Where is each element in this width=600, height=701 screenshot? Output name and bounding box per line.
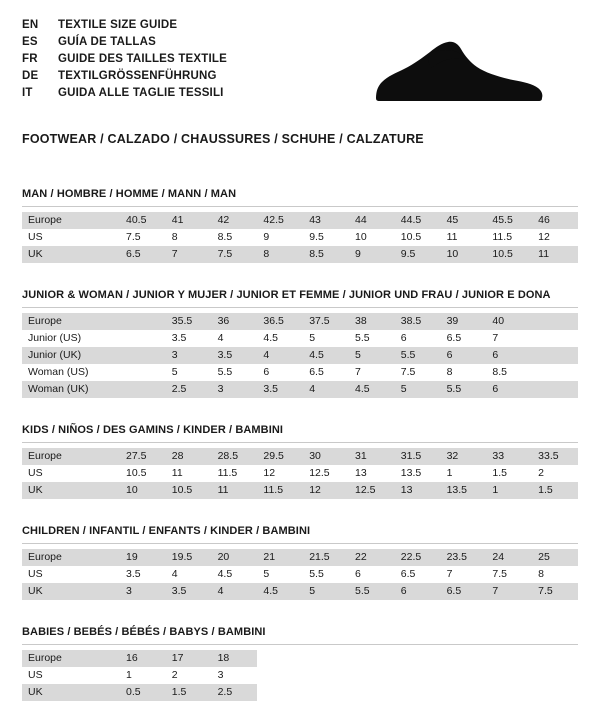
language-list-body	[22, 18, 227, 103]
language-row	[22, 52, 227, 69]
size-cell-empty	[257, 650, 303, 667]
table-row	[22, 482, 578, 499]
size-cell-empty	[532, 347, 578, 364]
size-cell: 4.5	[217, 568, 233, 580]
size-cell: 0.5	[120, 684, 166, 701]
size-cell: 33	[486, 448, 532, 465]
size-cell: 6	[395, 583, 441, 600]
size-cell: 10.5	[126, 467, 147, 479]
row-label: Europe	[22, 313, 120, 330]
size-cell: 13	[354, 467, 367, 479]
size-cell: 38.5	[395, 313, 441, 330]
size-cell: 6	[486, 381, 532, 398]
size-cell: 7	[354, 366, 361, 378]
table-row	[22, 583, 578, 600]
size-cell: 1	[486, 482, 532, 499]
size-cell: 5	[395, 381, 441, 398]
size-cell: 36	[212, 313, 258, 330]
size-cell: 10.5	[400, 231, 422, 243]
size-cell: 11.5	[217, 467, 238, 479]
size-cell: 9	[263, 231, 270, 243]
size-cell: 9	[349, 246, 395, 263]
table-row	[22, 212, 578, 229]
size-cell: 12	[538, 231, 550, 243]
size-cell: 18	[212, 650, 258, 667]
table-row	[22, 448, 578, 465]
size-cell: 5.5	[309, 568, 324, 580]
divider	[22, 307, 578, 308]
size-cell: 45	[441, 212, 487, 229]
language-text: GUIDA ALLE TAGLIE TESSILI	[58, 87, 224, 99]
size-cell: 12	[303, 482, 349, 499]
row-label: Europe	[22, 212, 120, 229]
row-label: US	[28, 568, 43, 580]
size-cell-empty	[303, 684, 349, 701]
size-cell: 7.5	[532, 583, 578, 600]
size-cell: 7.5	[126, 231, 141, 243]
row-label: Woman (UK)	[22, 381, 120, 398]
size-cell: 6.5	[441, 583, 487, 600]
size-cell: 13.5	[441, 482, 487, 499]
size-cell: 11.5	[257, 482, 303, 499]
table-row	[22, 229, 578, 246]
size-cell: 10	[354, 231, 367, 243]
size-cell: 6.5	[309, 366, 324, 378]
size-cell: 44	[349, 212, 395, 229]
language-row	[22, 35, 227, 52]
size-cell: 5	[309, 332, 316, 344]
size-cell	[120, 381, 166, 398]
size-cell: 19	[120, 549, 166, 566]
size-cell: 6	[486, 347, 532, 364]
size-cell-empty	[441, 684, 487, 701]
size-cell-empty	[532, 313, 578, 330]
size-cell: 1.5	[166, 684, 212, 701]
size-cell: 4	[303, 381, 349, 398]
size-cell: 42	[212, 212, 258, 229]
table-row	[22, 566, 578, 583]
size-cell: 5.5	[354, 332, 370, 344]
size-cell: 5	[263, 568, 270, 580]
size-cell: 5.5	[395, 347, 441, 364]
size-cell: 10	[120, 482, 166, 499]
size-cell: 4.5	[263, 332, 278, 344]
language-code: IT	[22, 87, 33, 99]
language-row	[22, 69, 227, 86]
size-cell: 11.5	[492, 231, 513, 243]
size-cell: 7.5	[212, 246, 258, 263]
size-cell: 7	[492, 332, 499, 344]
size-cell: 4	[257, 347, 303, 364]
size-cell: 16	[120, 650, 166, 667]
size-table	[22, 313, 578, 398]
group-title: KIDS / NIÑOS / DES GAMINS / KINDER / BAMBINI	[22, 424, 284, 436]
size-cell: 40	[486, 313, 532, 330]
size-cell-empty	[441, 667, 487, 684]
size-cell: 3.5	[126, 568, 141, 580]
size-cell-empty	[303, 650, 349, 667]
size-cell: 13.5	[400, 467, 422, 479]
size-cell: 38	[349, 313, 395, 330]
row-label: Europe	[22, 549, 120, 566]
size-cell: 7	[486, 583, 532, 600]
size-cell: 20	[212, 549, 258, 566]
size-cell: 40.5	[120, 212, 166, 229]
size-cell	[120, 347, 166, 364]
size-cell-empty	[349, 650, 395, 667]
language-code: FR	[22, 53, 38, 65]
size-cell: 6.5	[120, 246, 166, 263]
size-table	[22, 549, 578, 600]
size-cell: 4.5	[349, 381, 395, 398]
row-label: Junior (US)	[28, 332, 82, 344]
size-cell: 4	[212, 583, 258, 600]
size-cell: 2	[538, 467, 545, 479]
size-cell: 39	[441, 313, 487, 330]
size-cell: 3	[166, 347, 212, 364]
table-row	[22, 667, 578, 684]
size-cell: 4.5	[257, 583, 303, 600]
size-cell: 10.5	[166, 482, 212, 499]
size-cell: 22	[349, 549, 395, 566]
language-text: GUÍA DE TALLAS	[58, 36, 156, 48]
size-cell: 6	[263, 366, 270, 378]
row-label: UK	[22, 482, 120, 499]
size-cell: 44.5	[395, 212, 441, 229]
size-group-children	[22, 525, 578, 600]
size-cell: 4	[171, 568, 178, 580]
size-cell: 3	[217, 669, 224, 681]
size-cell: 17	[166, 650, 212, 667]
table-row	[22, 347, 578, 364]
language-text: TEXTILGRÖSSENFÜHRUNG	[58, 70, 217, 82]
size-cell: 19.5	[166, 549, 212, 566]
table-row	[22, 650, 578, 667]
size-cell-empty	[395, 650, 441, 667]
size-cell: 12	[263, 467, 276, 479]
language-code: EN	[22, 19, 39, 31]
row-label: US	[28, 231, 43, 243]
size-cell: 11	[212, 482, 258, 499]
size-cell: 6	[354, 568, 361, 580]
size-cell: 33.5	[532, 448, 578, 465]
group-title: JUNIOR & WOMAN / JUNIOR Y MUJER / JUNIOR ET FEMME / JUNIOR UND FRAU / JUNIOR E DONA	[22, 289, 551, 301]
size-cell: 7	[166, 246, 212, 263]
table-row	[22, 549, 578, 566]
size-cell-empty	[349, 684, 395, 701]
size-cell: 6.5	[446, 332, 462, 344]
size-cell: 7	[446, 568, 453, 580]
size-cell: 8	[538, 568, 545, 580]
size-cell: 28.5	[212, 448, 258, 465]
table-row	[22, 465, 578, 482]
size-cell-empty	[532, 330, 578, 347]
size-cell: 2.5	[212, 684, 258, 701]
size-cell: 8.5	[492, 366, 507, 378]
size-cell: 10.5	[486, 246, 532, 263]
size-cell: 8	[171, 231, 178, 243]
size-cell: 3.5	[166, 583, 212, 600]
size-cell: 11	[532, 246, 578, 263]
size-group-man	[22, 188, 578, 263]
size-cell: 42.5	[257, 212, 303, 229]
row-label: US	[28, 467, 43, 479]
size-cell: 4.5	[303, 347, 349, 364]
size-cell: 10	[441, 246, 487, 263]
table-row	[22, 364, 578, 381]
size-cell: 31	[349, 448, 395, 465]
size-cell: 6	[441, 347, 487, 364]
size-cell-empty	[441, 650, 487, 667]
size-cell	[120, 364, 166, 381]
size-cell: 3.5	[212, 347, 258, 364]
size-cell: 1	[126, 669, 132, 681]
row-label: Europe	[22, 448, 120, 465]
size-cell: 1.5	[532, 482, 578, 499]
table-row	[22, 313, 578, 330]
size-cell: 43	[303, 212, 349, 229]
table-row	[22, 330, 578, 347]
size-cell	[120, 313, 166, 330]
size-cell: 7.5	[400, 366, 416, 378]
table-row	[22, 381, 578, 398]
divider	[22, 442, 578, 443]
size-cell: 4	[217, 332, 224, 344]
language-text: TEXTILE SIZE GUIDE	[58, 19, 178, 31]
size-cell: 12.5	[309, 467, 330, 479]
language-list	[22, 18, 227, 103]
size-cell: 3	[212, 381, 258, 398]
table-row	[22, 246, 578, 263]
row-label: Junior (UK)	[22, 347, 120, 364]
size-cell: 8.5	[303, 246, 349, 263]
divider	[22, 644, 578, 645]
size-table	[22, 212, 578, 263]
category-title: FOOTWEAR / CALZADO / CHAUSSURES / SCHUHE / CALZATURE	[22, 132, 424, 146]
size-cell: 11	[171, 467, 183, 479]
group-title: MAN / HOMBRE / HOMME / MANN / MAN	[22, 188, 237, 200]
size-cell: 1	[446, 467, 453, 479]
size-cell: 21	[257, 549, 303, 566]
size-cell-empty	[486, 650, 532, 667]
size-cell-empty	[486, 684, 532, 701]
language-text: GUIDE DES TAILLES TEXTILE	[58, 53, 227, 65]
size-cell: 9.5	[309, 231, 324, 243]
size-cell: 41	[166, 212, 212, 229]
size-cell: 12.5	[349, 482, 395, 499]
size-cell: 32	[441, 448, 487, 465]
row-label: UK	[22, 583, 120, 600]
size-cell: 3.5	[257, 381, 303, 398]
size-cell-empty	[532, 684, 578, 701]
language-row	[22, 86, 227, 103]
size-group-junior-woman	[22, 289, 578, 398]
size-cell-empty	[257, 684, 303, 701]
size-cell-empty	[395, 667, 441, 684]
size-cell: 5.5	[217, 366, 233, 378]
language-code: DE	[22, 70, 39, 82]
size-cell: 24	[486, 549, 532, 566]
size-cell: 22.5	[395, 549, 441, 566]
group-title: BABIES / BEBÉS / BÉBÉS / BABYS / BAMBINI	[22, 626, 266, 638]
size-cell: 11	[446, 231, 458, 243]
row-label: Woman (US)	[28, 366, 89, 378]
size-cell-empty	[349, 667, 395, 684]
dress-shoe-icon	[368, 36, 548, 108]
size-cell-empty	[395, 684, 441, 701]
size-cell: 31.5	[395, 448, 441, 465]
row-label: Europe	[22, 650, 120, 667]
size-cell-empty	[532, 650, 578, 667]
language-row	[22, 18, 227, 35]
size-cell: 6.5	[400, 568, 416, 580]
size-cell: 45.5	[486, 212, 532, 229]
size-cell: 21.5	[303, 549, 349, 566]
size-cell: 2.5	[166, 381, 212, 398]
size-cell-empty	[532, 381, 578, 398]
size-cell: 25	[532, 549, 578, 566]
size-cell-empty	[532, 364, 578, 381]
row-label: UK	[22, 684, 120, 701]
size-cell: 1.5	[492, 467, 507, 479]
row-label: UK	[22, 246, 120, 263]
divider	[22, 543, 578, 544]
size-cell: 2	[171, 669, 178, 681]
divider	[22, 206, 578, 207]
size-cell: 5.5	[349, 583, 395, 600]
size-group-kids	[22, 424, 578, 499]
size-cell: 36.5	[257, 313, 303, 330]
size-cell: 5	[349, 347, 395, 364]
size-table	[22, 650, 578, 701]
size-cell: 30	[303, 448, 349, 465]
size-cell: 5	[303, 583, 349, 600]
size-cell	[120, 330, 166, 347]
size-cell: 28	[166, 448, 212, 465]
size-cell: 5.5	[441, 381, 487, 398]
row-label: US	[28, 669, 43, 681]
size-cell-empty	[486, 667, 532, 684]
size-cell: 3	[120, 583, 166, 600]
size-cell: 3.5	[171, 332, 187, 344]
size-cell-empty	[257, 667, 303, 684]
size-cell: 6	[400, 332, 407, 344]
size-cell-empty	[532, 667, 578, 684]
table-row	[22, 684, 578, 701]
size-cell: 8	[446, 366, 453, 378]
size-cell: 5	[171, 366, 178, 378]
size-cell: 8	[257, 246, 303, 263]
group-title: CHILDREN / INFANTIL / ENFANTS / KINDER / BAMBINI	[22, 525, 311, 537]
size-cell: 29.5	[257, 448, 303, 465]
size-cell: 27.5	[120, 448, 166, 465]
size-group-babies	[22, 626, 578, 701]
size-cell: 9.5	[395, 246, 441, 263]
size-cell: 37.5	[303, 313, 349, 330]
size-cell: 13	[395, 482, 441, 499]
size-cell: 23.5	[441, 549, 487, 566]
size-cell: 7.5	[492, 568, 507, 580]
size-cell: 35.5	[166, 313, 212, 330]
language-code: ES	[22, 36, 38, 48]
size-cell-empty	[303, 667, 349, 684]
size-cell: 8.5	[217, 231, 233, 243]
size-cell: 46	[532, 212, 578, 229]
header	[22, 18, 578, 118]
size-table	[22, 448, 578, 499]
